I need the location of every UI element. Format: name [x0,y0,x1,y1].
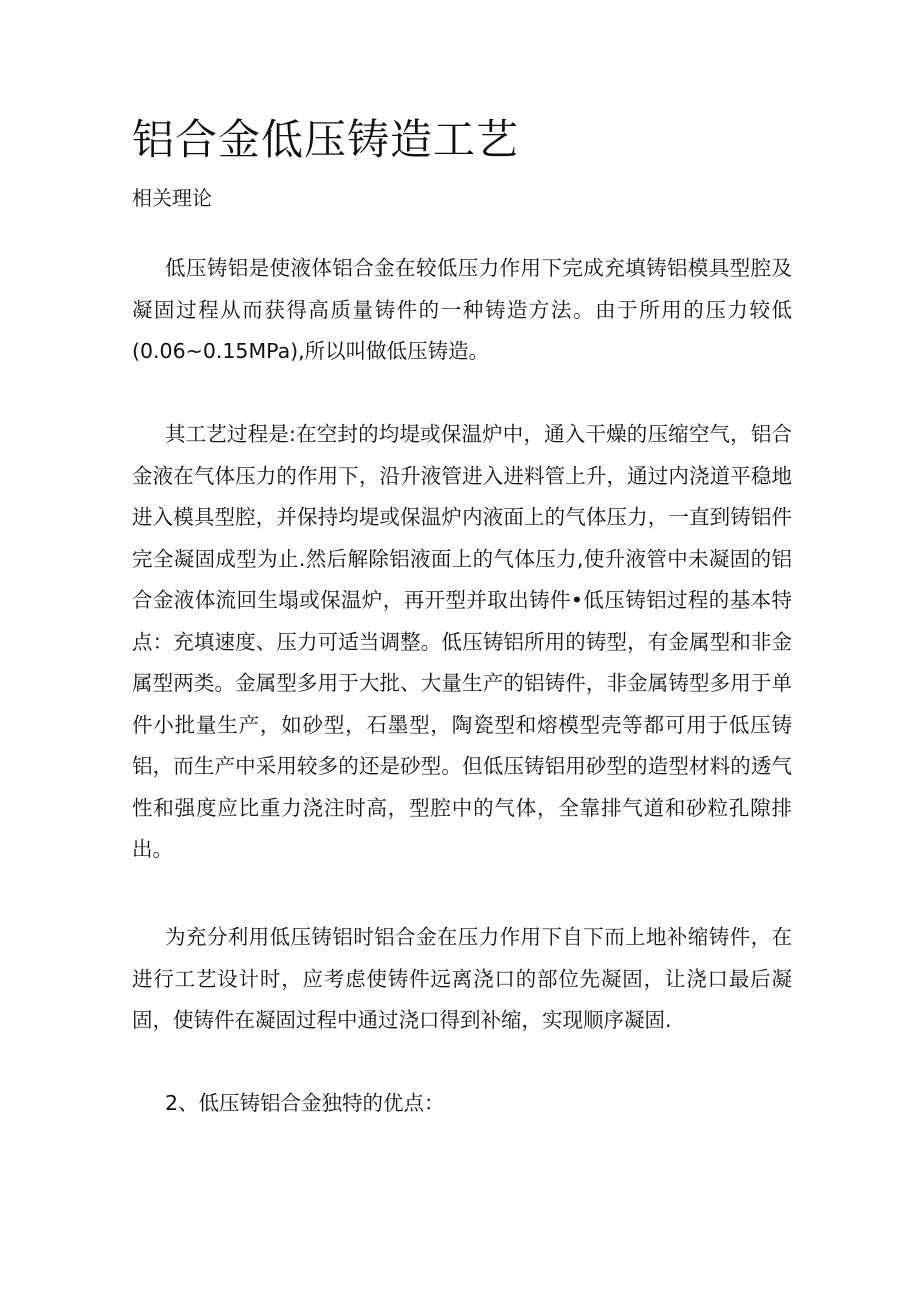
document-title: 铝合金低压铸造工艺 [132,115,520,164]
paragraph-feeding: 为充分利用低压铸铝时铝合金在压力作用下自下而上地补缩铸件，在进行工艺设计时，应考虑使铸件远离浇口的部位先凝固，让浇口最后凝固，使铸件在凝固过程中通过浇口得到补缩，实现顺序凝固. [132,925,792,1032]
paragraph-process: 其工艺过程是:在空封的均堤或保温炉中，通入干燥的压缩空气，铝合金液在气体压力的作用下，沿升液管进入进料管上升，通过内浇道平稳地进入模具型腔，并保持均堤或保温炉内液面上的气体压力，一直到铸铝件完全凝固成型为止.然后解除铝液面上的气体压力,使升液管中未凝固的铝合金液体流回生塌或保温炉，再开型并取出铸件•低压铸铝过程的基本特点：充填速度、压力可适当调整。低压铸铝所用的铸型，有金属型和非金属型两类。金属型多用于大批、大量生产的铝铸件，非金属铸型多用于单件小批量生产，如砂型，石墨型，陶瓷型和熔模型壳等都可用于低压铸铝，而生产中采用较多的还是砂型。但低压铸铝用砂型的造型材料的透气性和强度应比重力浇注时高，型腔中的气体，全靠排气道和砂粒孔隙排出。 [132,422,792,861]
section-heading: 相关理论 [132,186,212,210]
paragraph-advantages-heading: 2、低压铸铝合金独特的优点： [165,1091,445,1115]
paragraph-definition: 低压铸铝是使液体铝合金在较低压力作用下完成充填铸铝模具型腔及凝固过程从而获得高质量铸件的一种铸造方法。由于所用的压力较低(0.06~0.15MPa),所以叫做低压铸造。 [132,256,792,363]
